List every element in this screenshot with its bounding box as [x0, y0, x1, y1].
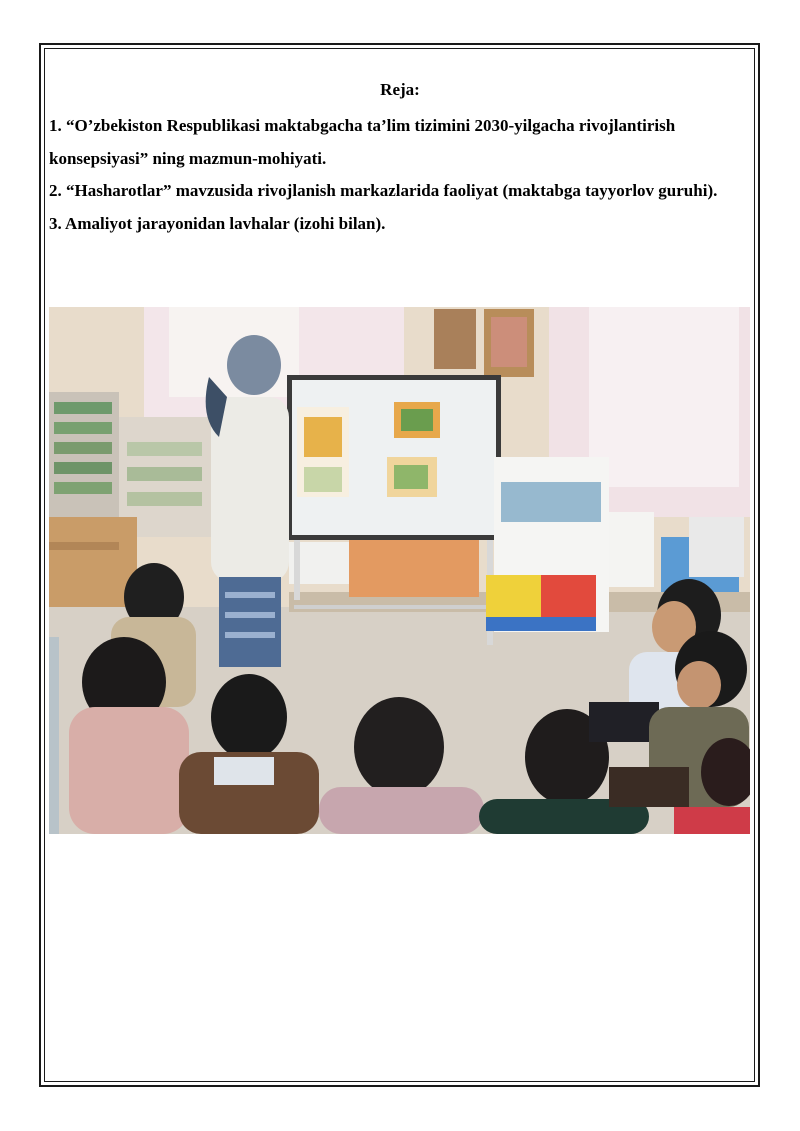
plan-item-2: 2. “Hasharotlar” mavzusida rivojlanish markazlarida faoliyat (maktabga tayyorlov guruhi). [49, 181, 718, 200]
plan-item-1: 1. “O’zbekiston Respublikasi maktabgacha ta’lim tizimini 2030-yilgacha rivojlantirish konsepsiyasi” ning mazmun-mohiyati. [49, 116, 676, 168]
classroom-photo [49, 307, 750, 834]
plan-item-3: 3. Amaliyot jarayonidan lavhalar (izohi bilan). [49, 213, 386, 233]
plan-heading: Reja: [380, 80, 420, 99]
classroom-photo-illustration [49, 307, 750, 834]
plan-list [49, 110, 759, 240]
